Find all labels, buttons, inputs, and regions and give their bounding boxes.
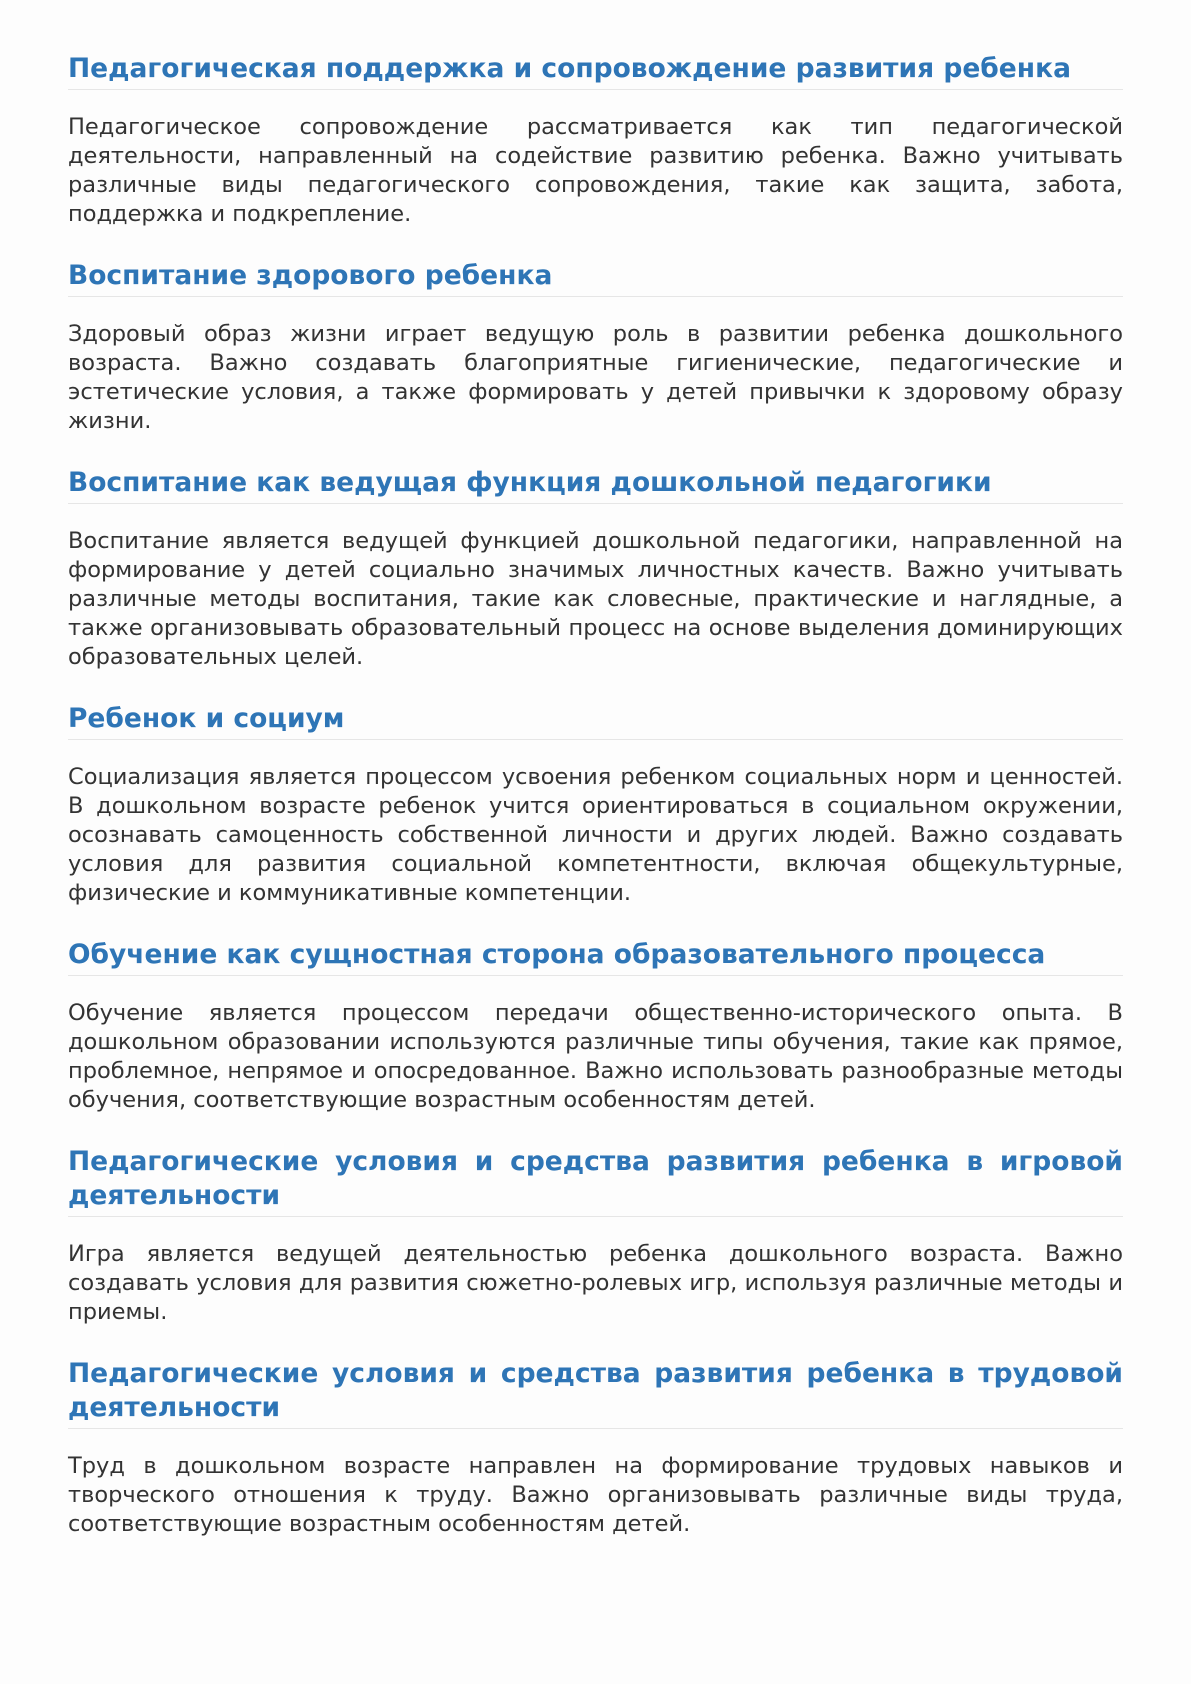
section-play-activity [68,1145,1123,1357]
section-paragraph: Обучение является процессом передачи общественно-исторического опыта. В дошкольном образовании используются различные типы обучения, такие как прямое, проблемное, непрямое и опосредованное. Важно использовать разнообразные методы обучения, соответствующие возрастным особенностям детей. [68,1000,1123,1113]
section-work-activity [68,1357,1123,1569]
section-healthy-child [68,259,1123,466]
section-heading: Педагогические условия и средства развития ребенка в игровой деятельности [68,1145,1123,1217]
section-paragraph: Воспитание является ведущей функцией дошкольной педагогики, направленной на формирование у детей социально значимых личностных качеств. Важно учитывать различные методы воспитания, такие как словесные, практические и наглядные, а также организовывать образовательный процесс на основе выделения доминирующих образовательных целей. [68,528,1123,670]
section-heading: Обучение как сущностная сторона образовательного процесса [68,938,1123,976]
section-paragraph: Игра является ведущей деятельностью ребенка дошкольного возраста. Важно создавать условия для развития сюжетно-ролевых игр, используя различные методы и приемы. [68,1241,1123,1325]
section-heading: Воспитание как ведущая функция дошкольной педагогики [68,466,1123,504]
section-heading: Педагогическая поддержка и сопровождение развития ребенка [68,52,1123,90]
section-learning [68,938,1123,1145]
section-child-and-society [68,702,1123,938]
section-pedagogical-support [68,52,1123,259]
section-paragraph: Педагогическое сопровождение рассматривается как тип педагогической деятельности, направленный на содействие развитию ребенка. Важно учитывать различные виды педагогического сопровождения, такие как защита, забота, поддержка и подкрепление. [68,114,1123,227]
section-upbringing-function [68,466,1123,702]
section-heading: Педагогические условия и средства развития ребенка в трудовой деятельности [68,1357,1123,1429]
section-paragraph: Социализация является процессом усвоения ребенком социальных норм и ценностей. В дошкольном возрасте ребенок учится ориентироваться в социальном окружении, осознавать самоценность собственной личности и других людей. Важно создавать условия для развития социальной компетентности, включая общекультурные, физические и коммуникативные компетенции. [68,764,1123,906]
section-heading: Воспитание здорового ребенка [68,259,1123,297]
section-heading: Ребенок и социум [68,702,1123,740]
document-page [68,52,1123,1569]
section-paragraph: Здоровый образ жизни играет ведущую роль в развитии ребенка дошкольного возраста. Важно создавать благоприятные гигиенические, педагогические и эстетические условия, а также формировать у детей привычки к здоровому образу жизни. [68,321,1123,434]
section-paragraph: Труд в дошкольном возрасте направлен на формирование трудовых навыков и творческого отношения к труду. Важно организовывать различные виды труда, соответствующие возрастным особенностям детей. [68,1453,1123,1537]
